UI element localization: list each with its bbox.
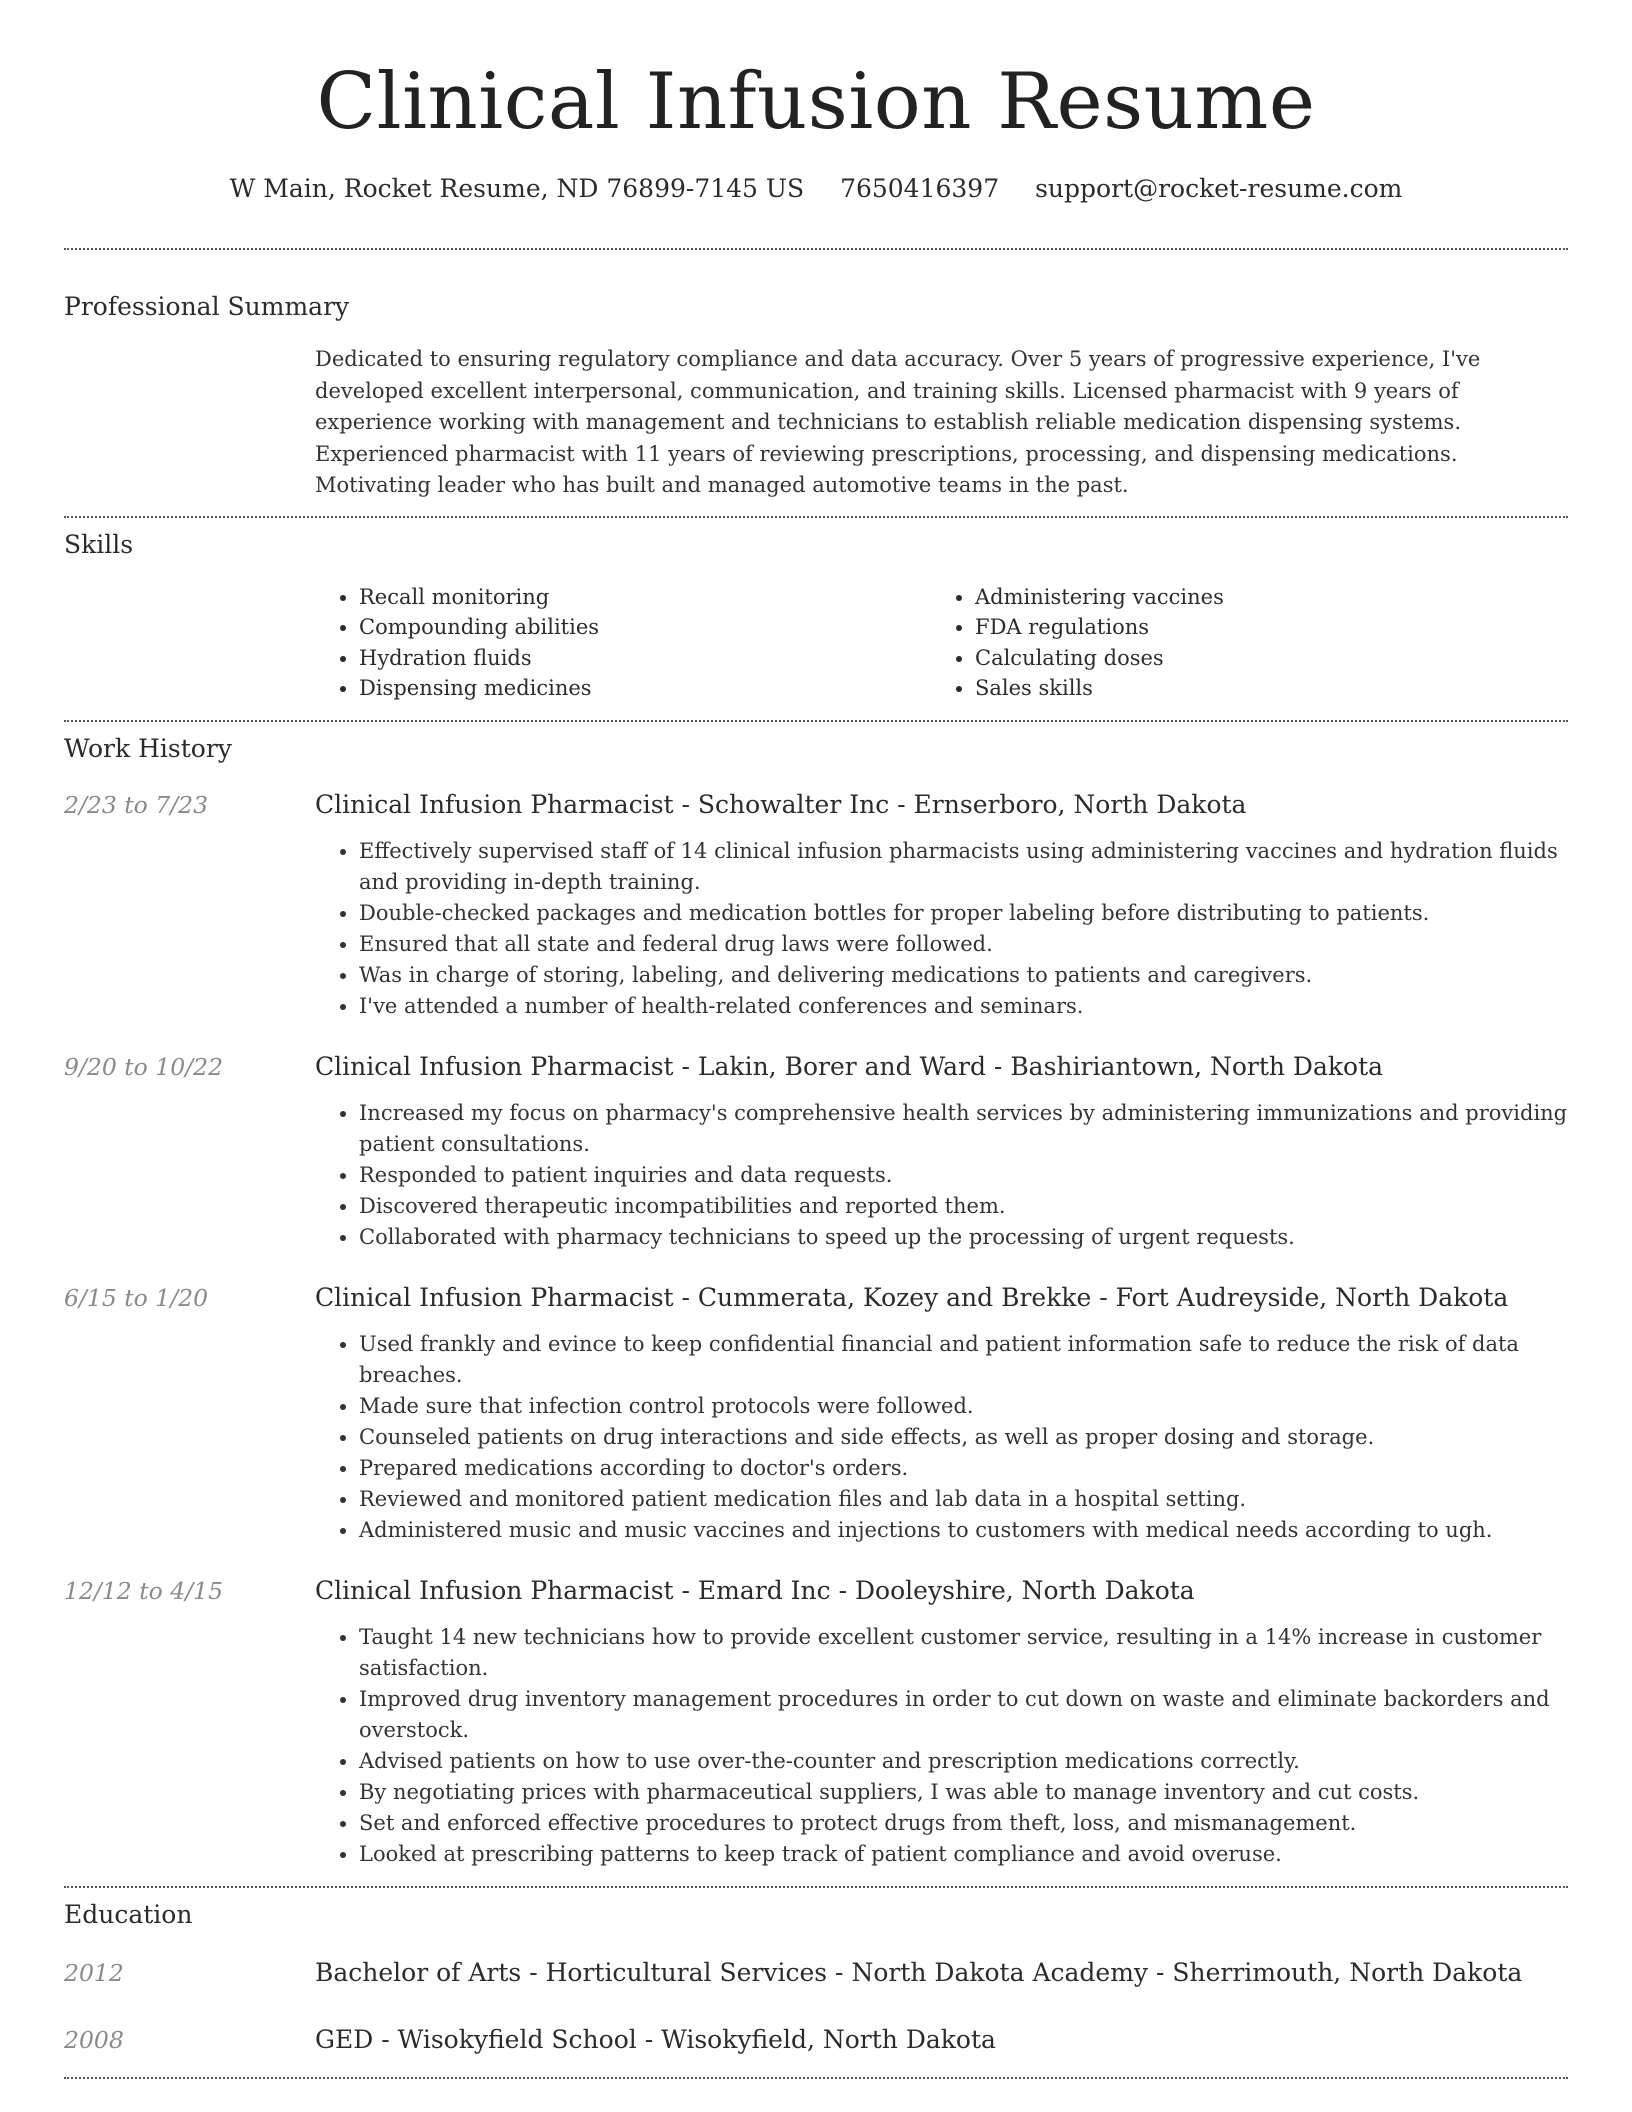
job-entry xyxy=(64,1050,1568,1253)
job-bullet: • Used frankly and evince to keep confidential financial and patient information safe to reduce the risk of data breaches. xyxy=(359,1329,1568,1391)
skill-item: • Hydration fluids xyxy=(359,643,931,674)
divider xyxy=(64,516,1568,518)
divider xyxy=(64,248,1568,250)
education-heading: Education xyxy=(64,1899,193,1929)
work-heading: Work History xyxy=(64,733,232,763)
resume-content xyxy=(64,0,1568,2079)
job-dates: 6/15 to 1/20 xyxy=(64,1283,209,1312)
job-title: Clinical Infusion Pharmacist - Emard Inc - Dooleyshire, North Dakota xyxy=(315,1575,1195,1605)
job-bullet: • Discovered therapeutic incompatibilities and reported them. xyxy=(359,1191,1568,1222)
skill-item: • Dispensing medicines xyxy=(359,673,931,704)
job-entry xyxy=(64,1574,1568,1870)
education-entry xyxy=(64,1956,1568,1990)
job-bullet: • Improved drug inventory management procedures in order to cut down on waste and eliminate backorders and overstock. xyxy=(359,1684,1568,1746)
job-bullet: • Counseled patients on drug interactions and side effects, as well as proper dosing and storage. xyxy=(359,1422,1568,1453)
skill-item: • Calculating doses xyxy=(975,643,1547,674)
job-dates: 9/20 to 10/22 xyxy=(64,1052,224,1081)
skills-heading: Skills xyxy=(64,529,134,559)
job-bullet: • Advised patients on how to use over-the-counter and prescription medications correctly. xyxy=(359,1746,1568,1777)
job-title: Clinical Infusion Pharmacist - Cummerata, Kozey and Brekke - Fort Audreyside, North Dakota xyxy=(315,1282,1509,1312)
job-bullets xyxy=(315,1329,1568,1546)
job-title: Clinical Infusion Pharmacist - Lakin, Borer and Ward - Bashiriantown, North Dakota xyxy=(315,1051,1384,1081)
job-entry xyxy=(64,788,1568,1022)
skills-column-right xyxy=(931,582,1547,704)
job-bullets xyxy=(315,1622,1568,1870)
education-text: Bachelor of Arts - Horticultural Services - North Dakota Academy - Sherrimouth, North Dakota xyxy=(315,1957,1523,1987)
education-year: 2012 xyxy=(64,1958,124,1987)
job-title: Clinical Infusion Pharmacist - Schowalter Inc - Ernserboro, North Dakota xyxy=(315,789,1247,819)
skill-item: • Recall monitoring xyxy=(359,582,931,613)
job-bullet: • Taught 14 new technicians how to provide excellent customer service, resulting in a 14% increase in customer satisfaction. xyxy=(359,1622,1568,1684)
job-bullet: • Administered music and music vaccines and injections to customers with medical needs according to ugh. xyxy=(359,1515,1568,1546)
summary-heading: Professional Summary xyxy=(64,292,350,321)
job-bullet: • Prepared medications according to doctor's orders. xyxy=(359,1453,1568,1484)
job-bullets xyxy=(315,836,1568,1022)
education-entry xyxy=(64,2023,1568,2057)
resume-title: Clinical Infusion Resume xyxy=(316,57,1316,147)
skill-item: • Sales skills xyxy=(975,673,1547,704)
education-text: GED - Wisokyfield School - Wisokyfield, North Dakota xyxy=(315,2024,996,2054)
job-dates: 12/12 to 4/15 xyxy=(64,1576,224,1605)
job-bullet: • Collaborated with pharmacy technicians to speed up the processing of urgent requests. xyxy=(359,1222,1568,1253)
job-bullet: • Set and enforced effective procedures to protect drugs from theft, loss, and mismanagement. xyxy=(359,1808,1568,1839)
contact-email: support@rocket-resume.com xyxy=(1035,174,1403,203)
divider xyxy=(64,720,1568,722)
skill-item: • Administering vaccines xyxy=(975,582,1547,613)
summary-text: Dedicated to ensuring regulatory compliance and data accuracy. Over 5 years of progressive experience, I've developed excellent interpersonal, communication, and training skills. Licensed pharmacist with 9 years of experience working with management and technicians to establish reliable medication dispensing systems. Experienced pharmacist with 11 years of reviewing prescriptions, processing, and dispensing medications. Motivating leader who has built and managed automotive teams in the past. xyxy=(315,347,1481,497)
job-bullet: • Was in charge of storing, labeling, and delivering medications to patients and caregivers. xyxy=(359,960,1568,991)
skills-list xyxy=(315,582,1568,704)
job-dates: 2/23 to 7/23 xyxy=(64,790,209,819)
divider xyxy=(64,1886,1568,1888)
job-bullet: • Increased my focus on pharmacy's comprehensive health services by administering immunizations and providing patient consultations. xyxy=(359,1098,1568,1160)
job-bullet: • Responded to patient inquiries and data requests. xyxy=(359,1160,1568,1191)
skill-item: • FDA regulations xyxy=(975,612,1547,643)
contact-line xyxy=(64,172,1568,206)
contact-phone: 7650416397 xyxy=(840,174,1000,203)
education-year: 2008 xyxy=(64,2025,124,2054)
contact-address: W Main, Rocket Resume, ND 76899-7145 US xyxy=(229,174,805,203)
divider xyxy=(64,2077,1568,2079)
job-entry xyxy=(64,1281,1568,1546)
job-bullet: • By negotiating prices with pharmaceutical suppliers, I was able to manage inventory and cut costs. xyxy=(359,1777,1568,1808)
job-bullets xyxy=(315,1098,1568,1253)
job-bullet: • I've attended a number of health-related conferences and seminars. xyxy=(359,991,1568,1022)
job-bullet: • Made sure that infection control protocols were followed. xyxy=(359,1391,1568,1422)
job-bullet: • Reviewed and monitored patient medication files and lab data in a hospital setting. xyxy=(359,1484,1568,1515)
job-bullet: • Double-checked packages and medication bottles for proper labeling before distributing to patients. xyxy=(359,898,1568,929)
job-bullet: • Effectively supervised staff of 14 clinical infusion pharmacists using administering vaccines and hydration fluids and providing in-depth training. xyxy=(359,836,1568,898)
job-bullet: • Looked at prescribing patterns to keep track of patient compliance and avoid overuse. xyxy=(359,1839,1568,1870)
skills-column-left xyxy=(315,582,931,704)
job-bullet: • Ensured that all state and federal drug laws were followed. xyxy=(359,929,1568,960)
skill-item: • Compounding abilities xyxy=(359,612,931,643)
